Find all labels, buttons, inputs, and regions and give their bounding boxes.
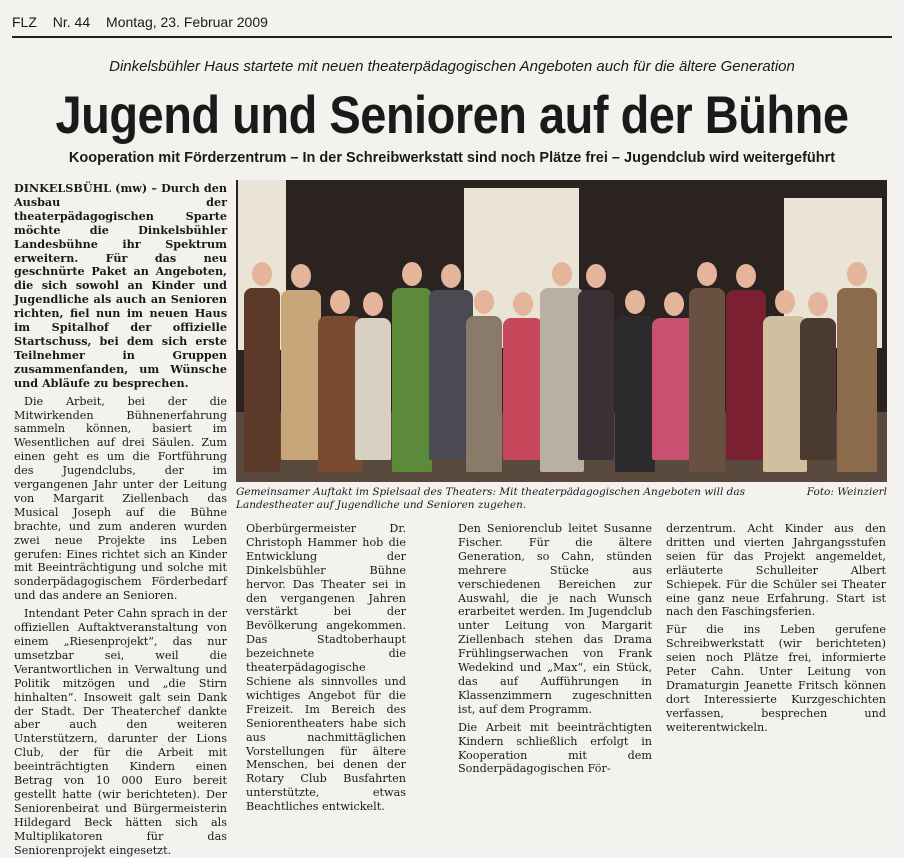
- person-body: [503, 318, 543, 460]
- person-body: [578, 290, 614, 460]
- person-body: [800, 318, 836, 460]
- person-figure: [615, 290, 655, 472]
- person-head: [847, 262, 867, 286]
- headline: Jugend und Senioren auf der Bühne: [55, 84, 849, 145]
- person-head: [474, 290, 494, 314]
- person-body: [726, 290, 766, 460]
- issue-number: Nr. 44: [52, 14, 91, 30]
- person-head: [736, 264, 756, 288]
- photo-credit: Foto: Weinzierl: [806, 486, 887, 498]
- person-head: [402, 262, 422, 286]
- person-head: [775, 290, 795, 314]
- article-column-2: [246, 522, 406, 814]
- lead-paragraph: DINKELSBÜHL (mw) – Durch den Ausbau der theaterpädagogischen Sparte möchte die Dinkelsbühler Landesbühne ihr Spektrum erweitern. Für das neu geschnürte Paket an Angeboten, die sich sowohl an Kinder und Jugendliche als auch an Senioren richten, fiel nun im neuen Haus im Spitalhof der offizielle Startschuss, bei dem sich erste Teilnehmer in Gruppen zusammenfanden, um Wünsche und Abläufe zu besprechen.: [14, 181, 227, 390]
- article-column-1: [14, 182, 227, 858]
- person-head: [664, 292, 684, 316]
- person-head: [363, 292, 383, 316]
- masthead: [12, 14, 280, 30]
- person-head: [252, 262, 272, 286]
- masthead-rule: [12, 36, 892, 38]
- kicker: Dinkelsbühler Haus startete mit neuen theaterpädagogischen Angeboten auch für die ältere Generation: [109, 58, 795, 75]
- body-paragraph: Die Arbeit, bei der die Mitwirkenden Bühnenerfahrung sammeln können, basiert im Wesentlichen auf drei Säulen. Zum einen geht es um die Fortführung des Jugendclubs, der im vergangenen Jahr unter der Leitung von Margarit Ziellenbach das Musical Joseph auf die Bühne brachte, und zum anderen wurden zwei neue Projekte ins Leben gerufen: Eines richtet sich an Kinder mit Beeinträchtigung und solche mit sonderpädagogischem Förderbedarf und das andere an Senioren.: [14, 394, 227, 603]
- issue-date: Montag, 23. Februar 2009: [106, 14, 268, 30]
- body-paragraph: Den Seniorenclub leitet Susanne Fischer. Für die ältere Generation, so Cahn, stünden mehrere Stücke aus verschiedenen Bereichen zur Auswahl, die je nach Wunsch erarbeitet werden. Im Jugendclub unter Leitung von Margarit Ziellenbach stehen das Drama Frühlingserwachen von Frank Wedekind und „Max“, ein Stück, das auf Aufführungen in Klassenzimmern zugeschnitten ist, auf dem Programm.: [458, 522, 652, 716]
- person-body: [244, 288, 280, 472]
- person-figure: [355, 292, 391, 460]
- person-body: [466, 316, 502, 472]
- people-group: [236, 180, 887, 482]
- person-figure: [578, 264, 614, 460]
- person-head: [330, 290, 350, 314]
- person-body: [281, 290, 321, 460]
- person-figure: [466, 290, 502, 472]
- person-figure: [503, 292, 543, 460]
- person-head: [625, 290, 645, 314]
- person-head: [513, 292, 533, 316]
- person-figure: [281, 264, 321, 460]
- person-figure: [726, 264, 766, 460]
- person-figure: [837, 262, 877, 472]
- person-body: [615, 316, 655, 472]
- person-body: [689, 288, 725, 472]
- paper-name: FLZ: [12, 14, 37, 30]
- person-head: [291, 264, 311, 288]
- body-paragraph: Die Arbeit mit beeinträchtigten Kindern schließlich erfolgt in Kooperation mit dem Sonderpädagogischen För-: [458, 720, 652, 776]
- person-head: [441, 264, 461, 288]
- person-body: [392, 288, 432, 472]
- subhead: Kooperation mit Förderzentrum – In der Schreibwerkstatt sind noch Plätze frei – Jugendclub wird weitergeführt: [68, 150, 836, 166]
- body-paragraph: derzentrum. Acht Kinder aus den dritten und vierten Jahrgangsstufen seien für das Projekt angemeldet, erläuterte Schulleiter Albert Schiepek. Für die Schüler sei Theater eine ganz neue Erfahrung. Start ist nach den Faschingsferien.: [666, 522, 886, 619]
- person-figure: [689, 262, 725, 472]
- caption-text: Gemeinsamer Auftakt im Spielsaal des Theaters: Mit theaterpädagogischen Angeboten will das Landestheater auf Jugendliche und Senioren zugehen.: [236, 486, 746, 511]
- person-body: [837, 288, 877, 472]
- body-paragraph: Intendant Peter Cahn sprach in der offiziellen Auftaktveranstaltung von einem „Riesenprojekt“, das nur umsetzbar sei, weil die Verantwortlichen in Verwaltung und Politik mitzögen und „die Stirn hinhalten“. Insoweit galt sein Dank der Stadt. Der Theaterchef dankte aber auch den weiteren Unterstützern, darunter der Lions Club, der für die Arbeit mit beeinträchtigten Kindern einen Betrag von 10 000 Euro bereit gestellt hatte (wir berichteten). Der Seniorenbeirat und Bürgermeisterin Hildegard Beck hätten sich als Multiplikatoren für das Seniorenprojekt eingesetzt.: [14, 607, 227, 857]
- person-figure: [800, 292, 836, 460]
- body-paragraph: Für die ins Leben gerufene Schreibwerkstatt (wir berichteten) seien noch Plätze frei, informierte Peter Cahn. Unter Leitung von Dramaturgin Jeanette Fritsch können dort Interessierte Kurzgeschichten verfassen, besprechen und weiterentwickeln.: [666, 623, 886, 734]
- person-body: [355, 318, 391, 460]
- person-figure: [392, 262, 432, 472]
- body-paragraph: Oberbürgermeister Dr. Christoph Hammer hob die Entwicklung der Dinkelsbühler Bühne hervor. Das Theater sei in den vergangenen Jahren verstärkt bei der Bevölkerung angekommen. Das Stadtoberhaupt bezeichnete die theaterpädagogische Schiene als sinnvolles und wichtiges Angebot für die Freizeit. Im Bereich des Seniorentheaters habe sich aus nachmittäglichen Vorstellungen für ältere Menschen, bei denen der Rotary Club Busfahrten unterstützte, etwas Beachtliches entwickelt.: [246, 522, 406, 814]
- article-column-4: [666, 522, 886, 735]
- group-photo: [236, 180, 887, 482]
- person-figure: [244, 262, 280, 472]
- person-head: [697, 262, 717, 286]
- person-head: [808, 292, 828, 316]
- person-head: [552, 262, 572, 286]
- person-head: [586, 264, 606, 288]
- article-column-3: [458, 522, 652, 776]
- photo-caption: [236, 486, 887, 512]
